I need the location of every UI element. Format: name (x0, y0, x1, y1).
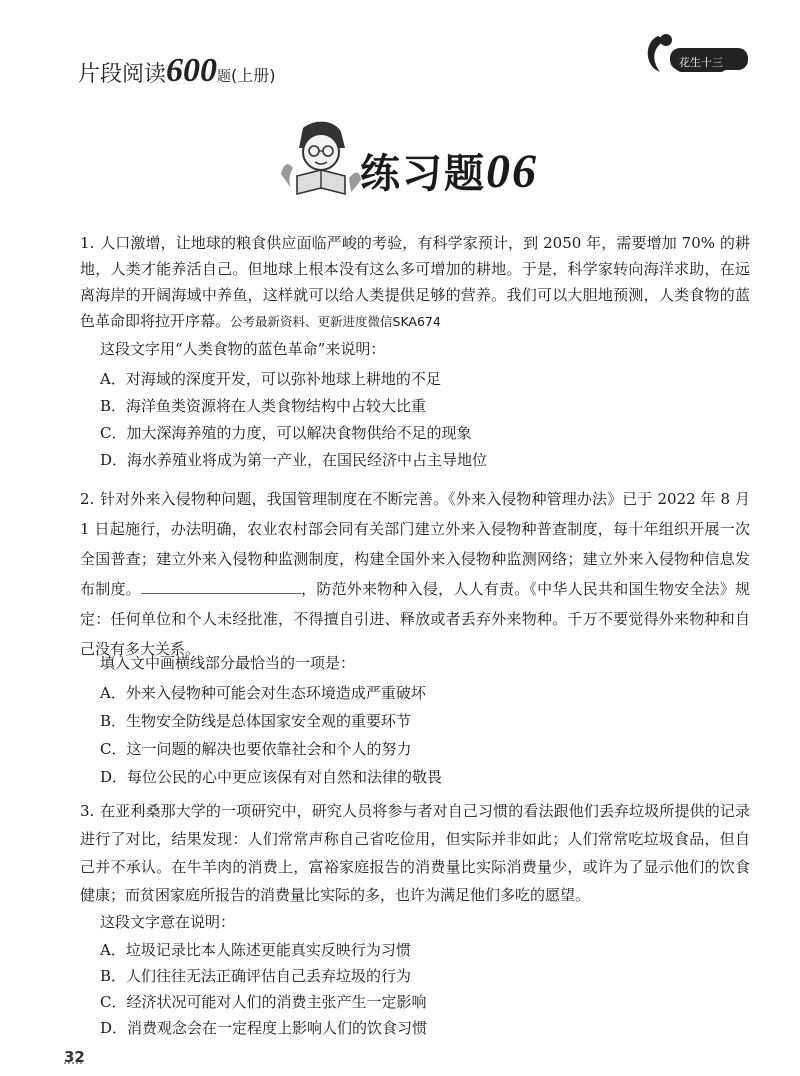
question-stem (80, 797, 750, 909)
mascot-reading-icon (275, 118, 365, 200)
question-number: 2. (80, 490, 95, 508)
question-number: 1. (80, 234, 95, 252)
title-number: 600 (166, 52, 218, 89)
section-number: 06 (486, 145, 538, 198)
question-prompt: 填入文中画横线部分最恰当的一项是： (100, 654, 356, 672)
volume-label: (上册) (231, 66, 276, 85)
option-d[interactable]: D．消费观念会在一定程度上影响人们的饮食习惯 (100, 1019, 428, 1037)
option-c[interactable]: C．加大深海养殖的力度，可以解决食物供给不足的现象 (100, 424, 472, 442)
fill-in-blank (141, 579, 301, 594)
option-c[interactable]: C．这一问题的解决也要依靠社会和个人的努力 (100, 740, 412, 758)
question-stem (80, 484, 750, 664)
option-a[interactable]: A．垃圾记录比本人陈述更能真实反映行为习惯 (100, 941, 411, 959)
section-title (360, 142, 538, 199)
question-text-after-blank: ，防范外来物种入侵，人人有责。《中华人民共和国生物安全法》规定：任何单位和个人未经批准，不得擅自引进、释放或者丢弃外来物种。千万不要觉得外来物种和自己没有多大关系。 (80, 580, 750, 658)
question-stem (80, 230, 750, 335)
question-text: 人口激增，让地球的粮食供应面临严峻的考验，有科学家预计，到 2050 年，需要增加 70% 的耕地，人类才能养活自己。但地球上根本没有这么多可增加的耕地。于是，科学家转向海洋求助，在远离海岸的开阔海域中养鱼，这样就可以给人类提供足够的营养。我们可以大胆地预测，人类食物的蓝色革命即将拉开序幕。 (80, 234, 750, 330)
brand-badge-text: 花生十三 (674, 52, 728, 72)
option-b[interactable]: B．人们往往无法正确评估自己丢弃垃圾的行为 (100, 967, 412, 985)
book-title (78, 52, 276, 90)
option-b[interactable]: B．生物安全防线是总体国家安全观的重要环节 (100, 712, 412, 730)
question-text: 在亚利桑那大学的一项研究中，研究人员将参与者对自己习惯的看法跟他们丢弃垃圾所提供的记录进行了对比，结果发现：人们常常声称自己省吃俭用，但实际并非如此；人们常常吃垃圾食品，但自己并不承认。在牛羊肉的消费上，富裕家庭报告的消费量比实际消费量少，或许为了显示他们的饮食健康；而贫困家庭所报告的消费量比实际的多，也许为满足他们多吃的愿望。 (80, 802, 750, 904)
question-number: 3. (80, 802, 95, 820)
option-d[interactable]: D．海水养殖业将成为第一产业，在国民经济中占主导地位 (100, 451, 488, 469)
option-a[interactable]: A．对海域的深度开发，可以弥补地球上耕地的不足 (100, 370, 441, 388)
option-a[interactable]: A．外来入侵物种可能会对生态环境造成严重破坏 (100, 684, 426, 702)
option-d[interactable]: D．每位公民的心中更应该保有对自然和法律的敬畏 (100, 768, 443, 786)
question-prompt: 这段文字意在说明： (100, 913, 236, 931)
watermark-note: 公考最新资料、更新进度微信SKA674 (230, 314, 441, 329)
title-suffix: 题 (217, 69, 232, 85)
question-text-before-blank: 针对外来入侵物种问题，我国管理制度在不断完善。《外来入侵物种管理办法》已于 2022 年 8 月 1 日起施行，办法明确，农业农村部会同有关部门建立外来入侵物种普查制度，每十年组织开展一次全国普查；建立外来入侵物种监测制度，构建全国外来入侵物种监测网络；建立外来入侵物种信息发布制度。 (80, 490, 750, 598)
page-number: 32 (64, 1048, 85, 1066)
option-b[interactable]: B．海洋鱼类资源将在人类食物结构中占较大比重 (100, 397, 427, 415)
section-title-text: 练习题 (360, 151, 486, 197)
question-prompt: 这段文字用“人类食物的蓝色革命”来说明： (100, 340, 386, 358)
option-c[interactable]: C．经济状况可能对人们的消费主张产生一定影响 (100, 993, 427, 1011)
title-prefix: 片段阅读 (78, 62, 167, 87)
